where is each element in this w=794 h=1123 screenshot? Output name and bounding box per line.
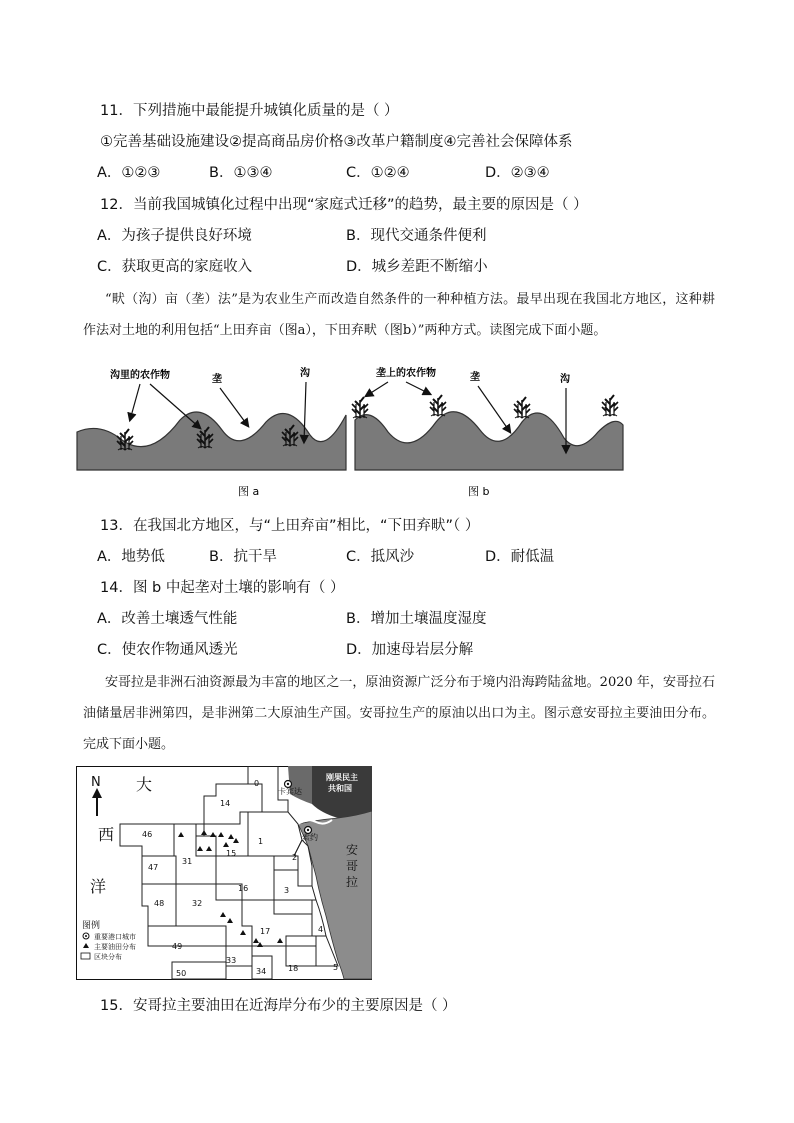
block-label: 33 bbox=[226, 956, 237, 965]
angola-label-char: 安 bbox=[346, 843, 359, 857]
figure-b-label-ditch: 沟 bbox=[560, 374, 570, 385]
ocean-label-char: 大 bbox=[136, 775, 153, 794]
figure-b-label-ridge: 垄 bbox=[470, 372, 480, 383]
ocean-label-char: 洋 bbox=[90, 877, 107, 896]
block-label: 32 bbox=[192, 899, 203, 908]
block-label: 16 bbox=[238, 884, 249, 893]
q14-option-c: C．使农作物通风透光 bbox=[97, 642, 238, 658]
legend-oil: 主要油田分布 bbox=[94, 943, 136, 951]
q13-stem: 13．在我国北方地区，与“上田弃亩”相比，“下田弃畎”（ ） bbox=[100, 518, 480, 534]
ocean-label-char: 西 bbox=[98, 825, 115, 844]
north-label: N bbox=[91, 775, 101, 790]
q14-option-b: B．增加土壤温度湿度 bbox=[346, 611, 487, 627]
block-label: 48 bbox=[154, 899, 165, 908]
legend-block: 区块分布 bbox=[94, 953, 122, 961]
block-label: 2 bbox=[292, 853, 298, 862]
block-label: 49 bbox=[172, 942, 183, 951]
q11-stem: 11．下列措施中最能提升城镇化质量的是（ ） bbox=[100, 103, 399, 119]
passage-qumu-text: “畎（沟）亩（垄）法”是为农业生产而改造自然条件的一种种植方法。最早出现在我国北方地区，这种耕作法对土地的利用包括“上田弃亩（图a），下田弃畎（图b）”两种方式。读图完成下面小题。 bbox=[83, 292, 715, 338]
congo-label-line2: 共和国 bbox=[328, 784, 352, 793]
q11-items: ①完善基础设施建设②提高商品房价格③改革户籍制度④完善社会保障体系 bbox=[100, 134, 573, 150]
q15-stem: 15．安哥拉主要油田在近海岸分布少的主要原因是（ ） bbox=[100, 998, 457, 1014]
angola-label-char: 拉 bbox=[346, 875, 359, 889]
q12-option-b: B．现代交通条件便利 bbox=[346, 228, 487, 244]
figure-b-crop-icon bbox=[602, 395, 618, 416]
q14-option-a: A．改善土壤透气性能 bbox=[97, 611, 238, 627]
q11-option-d: D．②③④ bbox=[485, 165, 550, 181]
q13-option-a: A．地势低 bbox=[97, 549, 165, 565]
block-label: 1 bbox=[258, 837, 264, 846]
q11-option-b: B．①③④ bbox=[209, 165, 273, 181]
q14-stem: 14．图 b 中起垄对土壤的影响有（ ） bbox=[100, 580, 345, 596]
q12-option-c: C．获取更高的家庭收入 bbox=[97, 259, 253, 275]
block-label: 50 bbox=[176, 969, 187, 978]
block-label: 17 bbox=[260, 927, 271, 936]
legend-block-icon bbox=[81, 953, 90, 959]
figure-b-label-crops: 垄上的农作物 bbox=[376, 368, 436, 379]
q13-option-d: D．耐低温 bbox=[485, 549, 555, 565]
q14-option-d: D．加速母岩层分解 bbox=[346, 642, 474, 658]
q13-option-c: C．抵风沙 bbox=[346, 549, 415, 565]
block-label: 0 bbox=[254, 779, 260, 788]
passage-qumu-method bbox=[83, 284, 715, 346]
block-label: 3 bbox=[284, 886, 290, 895]
q12-stem: 12．当前我国城镇化过程中出现“家庭式迁移”的趋势，最主要的原因是（ ） bbox=[100, 197, 588, 213]
figure-a-label-ridge: 垄 bbox=[212, 374, 222, 385]
figure-b-caption: 图 b bbox=[468, 485, 490, 498]
passage-angola-oil bbox=[83, 667, 715, 760]
q12-option-d: D．城乡差距不断缩小 bbox=[346, 259, 488, 275]
figure-a bbox=[77, 366, 346, 498]
figure-a-caption: 图 a bbox=[238, 485, 260, 498]
legend-title: 图例 bbox=[82, 921, 101, 931]
block-label: 18 bbox=[288, 964, 299, 973]
figure-a-label-ditch: 沟 bbox=[300, 368, 310, 379]
block-label: 31 bbox=[182, 857, 193, 866]
city-cabinda: 卡宾达 bbox=[278, 787, 302, 796]
q12-option-a: A．为孩子提供良好环境 bbox=[97, 228, 252, 244]
q13-option-b: B．抗干旱 bbox=[209, 549, 277, 565]
angola-oilfield-map bbox=[76, 766, 372, 980]
block-label: 4 bbox=[318, 925, 324, 934]
block-label: 5 bbox=[333, 963, 339, 972]
congo-label-line1: 刚果民主 bbox=[326, 773, 358, 782]
block-label: 47 bbox=[148, 863, 159, 872]
figure-b-crop-icon bbox=[514, 397, 530, 418]
block-label: 46 bbox=[142, 830, 153, 839]
figure-b-terrain bbox=[355, 412, 623, 470]
angola-label-char: 哥 bbox=[346, 859, 359, 873]
passage-angola-text: 安哥拉是非洲石油资源最为丰富的地区之一，原油资源广泛分布于境内沿海跨陆盆地。2020 年，安哥拉石油储量居非洲第四，是非洲第二大原油生产国。安哥拉生产的原油以出口为主。图示意安哥拉主要油田分布。完成下面小题。 bbox=[83, 675, 715, 752]
q11-option-a: A．①②③ bbox=[97, 165, 161, 181]
figure-b-crop-icon bbox=[430, 395, 446, 416]
block-label: 14 bbox=[220, 799, 231, 808]
figure-ridge-ditch bbox=[70, 360, 630, 505]
q11-option-c: C．①②④ bbox=[346, 165, 410, 181]
block-label: 34 bbox=[256, 967, 267, 976]
block-label: 15 bbox=[226, 849, 237, 858]
figure-b bbox=[352, 366, 623, 498]
figure-a-label-crops: 沟里的农作物 bbox=[110, 370, 170, 381]
legend-port: 重要港口城市 bbox=[94, 933, 136, 941]
city-soyo: 索约 bbox=[302, 833, 318, 842]
